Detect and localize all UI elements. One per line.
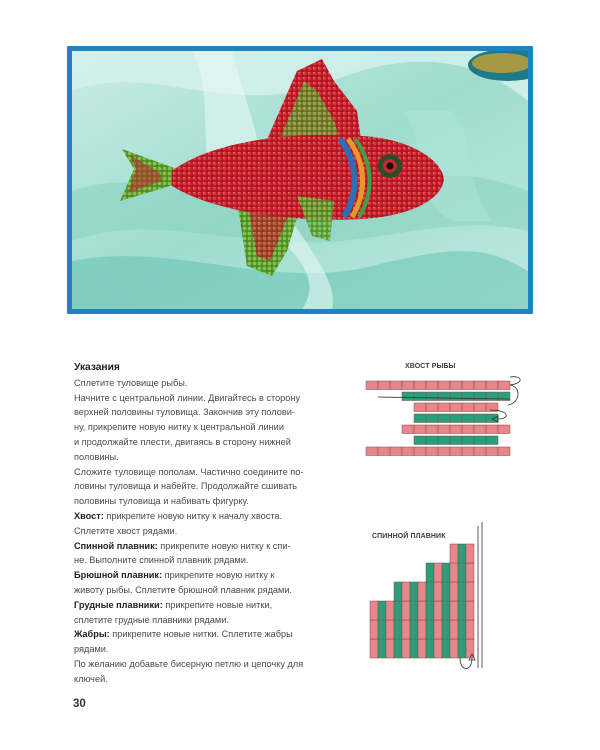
instruction-text: По желанию добавьте бисерную петлю и цепочку для xyxy=(74,658,304,669)
tail-bead xyxy=(450,425,462,434)
dorsal-bead xyxy=(442,601,450,620)
dorsal-bead xyxy=(458,582,466,601)
tail-bead xyxy=(486,436,498,445)
tail-bead xyxy=(462,381,474,390)
instruction-line xyxy=(74,391,336,406)
dorsal-bead xyxy=(378,620,386,639)
instruction-text: рядами. xyxy=(74,644,109,655)
instruction-text: сплетите грудные плавники рядами. xyxy=(74,614,229,625)
tail-bead xyxy=(390,447,402,456)
instruction-text: не. Выполните спинной плавник рядами. xyxy=(74,555,249,566)
instruction-line xyxy=(74,376,336,391)
tail-bead xyxy=(498,381,510,390)
dorsal-bead xyxy=(450,563,458,582)
dorsal-bead xyxy=(370,601,378,620)
tail-bead xyxy=(474,414,486,423)
instruction-label: Спинной плавник: xyxy=(74,540,158,551)
instruction-text: Начните с центральной линии. Двигайтесь в сторону xyxy=(74,392,301,403)
tail-bead xyxy=(450,447,462,456)
tail-bead xyxy=(426,447,438,456)
tail-bead xyxy=(438,392,450,401)
dorsal-bead xyxy=(466,601,474,620)
tail-bead xyxy=(438,403,450,412)
instruction-text: ловины туловища и набейте. Продолжайте сшивать xyxy=(74,481,298,492)
instruction-text: прикрепите новые нитки, xyxy=(162,599,273,610)
tail-bead xyxy=(462,392,474,401)
instructions-heading: Указания xyxy=(74,362,120,373)
dorsal-bead xyxy=(442,563,450,582)
tail-bead xyxy=(402,381,414,390)
dorsal-bead xyxy=(434,639,442,658)
tail-bead xyxy=(450,414,462,423)
tail-bead xyxy=(414,392,426,401)
tail-bead xyxy=(414,436,426,445)
tail-bead xyxy=(390,381,402,390)
dorsal-bead xyxy=(418,639,426,658)
dorsal-bead xyxy=(442,620,450,639)
instruction-line xyxy=(74,613,336,628)
dorsal-bead xyxy=(418,582,426,601)
tail-bead xyxy=(366,447,378,456)
instruction-label: Жабры: xyxy=(74,629,110,640)
instruction-text: и продолжайте плести, двигаясь в сторону нижней xyxy=(74,436,291,447)
dorsal-bead xyxy=(402,601,410,620)
dorsal-bead xyxy=(402,639,410,658)
tail-bead xyxy=(462,447,474,456)
tail-bead xyxy=(474,447,486,456)
instruction-text: животу рыбы. Сплетите брюшной плавник рядами. xyxy=(74,584,293,595)
instruction-text: ну, прикрепите новую нитку к центральной линии xyxy=(74,422,284,433)
dorsal-bead xyxy=(402,620,410,639)
tail-bead xyxy=(498,447,510,456)
instruction-line xyxy=(74,450,336,465)
dorsal-bead xyxy=(466,582,474,601)
instruction-text: половины. xyxy=(74,451,119,462)
instruction-label: Хвост: xyxy=(74,510,104,521)
tail-bead xyxy=(438,381,450,390)
instruction-line xyxy=(74,524,336,539)
dorsal-bead xyxy=(450,601,458,620)
dorsal-bead xyxy=(450,582,458,601)
dorsal-bead xyxy=(434,620,442,639)
instruction-label: Грудные плавники: xyxy=(74,599,163,610)
instruction-text: Сплетите туловище рыбы. xyxy=(74,377,188,388)
tail-bead xyxy=(486,447,498,456)
tail-bead xyxy=(474,403,486,412)
instruction-line xyxy=(74,479,336,494)
instruction-text: Сплетите хвост рядами. xyxy=(74,525,178,536)
tail-bead xyxy=(378,381,390,390)
beaded-fish-photo xyxy=(72,51,528,309)
dorsal-bead xyxy=(370,620,378,639)
thread-line xyxy=(460,658,472,669)
dorsal-bead xyxy=(426,639,434,658)
dorsal-bead xyxy=(402,582,410,601)
instruction-line xyxy=(74,405,336,420)
dorsal-bead xyxy=(386,601,394,620)
instructions-lines xyxy=(74,376,336,687)
instruction-text: половины туловища и набивать фигурку. xyxy=(74,496,249,507)
page-number: 30 xyxy=(73,698,86,710)
dorsal-bead xyxy=(450,639,458,658)
tail-bead xyxy=(402,392,414,401)
tail-bead xyxy=(426,392,438,401)
dorsal-bead xyxy=(458,620,466,639)
instruction-line xyxy=(74,494,336,509)
dorsal-bead xyxy=(418,601,426,620)
tail-bead xyxy=(474,392,486,401)
dorsal-bead xyxy=(466,563,474,582)
instruction-line xyxy=(74,642,336,657)
dorsal-bead xyxy=(434,601,442,620)
tail-bead xyxy=(414,414,426,423)
dorsal-bead xyxy=(450,544,458,563)
tail-bead xyxy=(438,414,450,423)
dorsal-bead xyxy=(394,601,402,620)
tail-bead xyxy=(414,425,426,434)
thread-line xyxy=(478,522,482,668)
tail-bead xyxy=(378,447,390,456)
tail-bead xyxy=(426,436,438,445)
dorsal-bead xyxy=(458,544,466,563)
tail-bead xyxy=(474,425,486,434)
instruction-line xyxy=(74,509,336,524)
dorsal-bead xyxy=(426,601,434,620)
dorsal-bead xyxy=(394,620,402,639)
instruction-line xyxy=(74,583,336,598)
instruction-line xyxy=(74,598,336,613)
thread-line xyxy=(510,377,520,385)
dorsal-bead xyxy=(394,582,402,601)
dorsal-bead xyxy=(434,582,442,601)
tail-bead xyxy=(450,381,462,390)
dorsal-bead xyxy=(386,639,394,658)
instruction-line xyxy=(74,420,336,435)
tail-bead xyxy=(450,436,462,445)
tail-bead xyxy=(438,447,450,456)
dorsal-bead xyxy=(410,639,418,658)
tail-bead xyxy=(486,381,498,390)
dorsal-bead xyxy=(426,620,434,639)
dorsal-bead xyxy=(378,601,386,620)
tail-bead xyxy=(462,403,474,412)
instruction-label: Брюшной плавник: xyxy=(74,570,163,581)
tail-bead xyxy=(426,414,438,423)
tail-bead xyxy=(462,425,474,434)
dorsal-bead xyxy=(458,639,466,658)
tail-diagram-title: ХВОСТ РЫБЫ xyxy=(405,363,456,370)
tail-bead xyxy=(498,425,510,434)
tail-bead xyxy=(366,381,378,390)
dorsal-bead xyxy=(426,563,434,582)
dorsal-bead xyxy=(466,544,474,563)
instructions-text xyxy=(74,361,336,687)
dorsal-bead xyxy=(458,601,466,620)
instruction-line xyxy=(74,672,336,687)
instruction-line xyxy=(74,657,336,672)
tail-bead xyxy=(474,381,486,390)
dorsal-bead xyxy=(450,620,458,639)
tail-bead xyxy=(462,436,474,445)
dorsal-bead xyxy=(370,639,378,658)
tail-bead xyxy=(426,403,438,412)
tail-bead xyxy=(426,425,438,434)
dorsal-bead xyxy=(458,563,466,582)
tail-bead xyxy=(438,436,450,445)
instruction-line xyxy=(74,539,336,554)
dorsal-bead xyxy=(410,601,418,620)
dorsal-fin-diagram xyxy=(360,518,530,678)
tail-bead xyxy=(414,403,426,412)
tail-bead xyxy=(414,447,426,456)
tail-bead xyxy=(486,392,498,401)
tail-bead xyxy=(414,381,426,390)
instruction-line xyxy=(74,627,336,642)
instruction-line xyxy=(74,568,336,583)
fish-illustration xyxy=(72,51,528,309)
instruction-text: верхней половины туловища. Закончив эту полови- xyxy=(74,407,295,418)
dorsal-bead xyxy=(386,620,394,639)
instruction-line xyxy=(74,435,336,450)
instruction-line xyxy=(74,465,336,480)
instruction-text: прикрепите новую нитку к xyxy=(162,570,275,581)
tail-bead xyxy=(450,392,462,401)
dorsal-diagram-title: СПИННОЙ ПЛАВНИК xyxy=(372,533,446,540)
dorsal-bead xyxy=(418,620,426,639)
tail-bead xyxy=(462,414,474,423)
tail-bead xyxy=(402,425,414,434)
tail-bead xyxy=(426,381,438,390)
tail-bead xyxy=(402,447,414,456)
tail-diagram xyxy=(360,373,530,483)
tail-bead xyxy=(450,403,462,412)
instruction-text: прикрепите новые нитки. Сплетите жабры xyxy=(109,629,293,640)
dorsal-bead xyxy=(442,582,450,601)
dorsal-bead xyxy=(466,620,474,639)
tail-bead xyxy=(438,425,450,434)
photo-frame xyxy=(67,46,533,314)
dorsal-bead xyxy=(426,582,434,601)
instruction-text: Сложите туловище пополам. Частично соедините по- xyxy=(74,466,304,477)
dorsal-bead xyxy=(410,582,418,601)
instruction-text: прикрепите новую нитку к спи- xyxy=(157,540,291,551)
tail-bead xyxy=(486,425,498,434)
dorsal-bead xyxy=(394,639,402,658)
dorsal-bead xyxy=(378,639,386,658)
dorsal-bead xyxy=(410,620,418,639)
tail-bead xyxy=(474,436,486,445)
instruction-line xyxy=(74,553,336,568)
instruction-text: прикрепите новую нитку к началу хвоста. xyxy=(103,510,283,521)
instruction-text: ключей. xyxy=(74,673,108,684)
dorsal-bead xyxy=(434,563,442,582)
dorsal-bead xyxy=(442,639,450,658)
